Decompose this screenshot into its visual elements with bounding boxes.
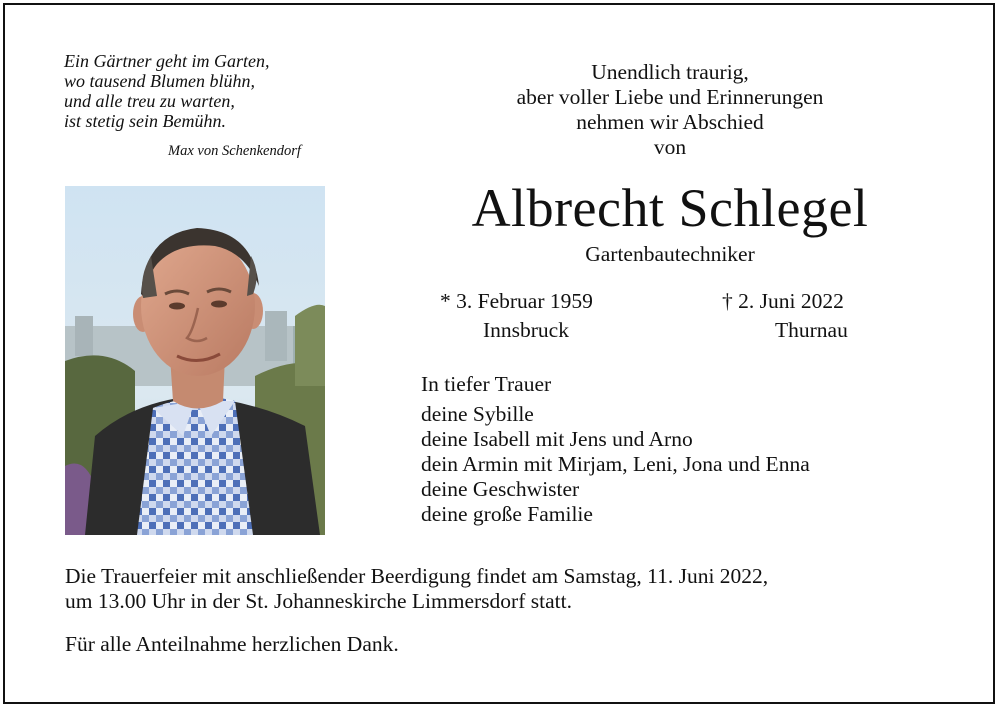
mourner-list — [421, 402, 810, 527]
mourner-entry: deine Isabell mit Jens und Arno — [421, 427, 693, 451]
mourner-entry: deine Sybille — [421, 402, 534, 426]
notice-line: Die Trauerfeier mit anschließender Beerdigung findet am Samstag, 11. Juni 2022, — [65, 564, 769, 588]
deceased-profession: Gartenbautechniker — [585, 242, 755, 266]
poem — [64, 51, 269, 131]
thanks-line: Für alle Anteilnahme herzlichen Dank. — [65, 632, 399, 656]
portrait-photo — [65, 186, 325, 535]
intro-line: nehmen wir Abschied — [576, 110, 764, 134]
notice-line: um 13.00 Uhr in der St. Johanneskirche Limmersdorf statt. — [65, 589, 572, 613]
death-place: Thurnau — [775, 318, 848, 342]
mourner-entry: dein Armin mit Mirjam, Leni, Jona und Enna — [421, 452, 810, 476]
intro-line: von — [653, 135, 687, 159]
poem-line: wo tausend Blumen blühn, — [64, 71, 255, 91]
mourner-entry: deine Geschwister — [421, 477, 580, 501]
poem-line: Ein Gärtner geht im Garten, — [64, 51, 270, 71]
birth-place: Innsbruck — [483, 318, 569, 342]
funeral-notice — [65, 564, 768, 614]
intro-line: Unendlich traurig, — [591, 60, 749, 84]
poem-line: ist stetig sein Bemühn. — [64, 111, 226, 131]
deceased-name: Albrecht Schlegel — [471, 178, 869, 238]
intro-text — [460, 60, 880, 160]
poem-author: Max von Schenkendorf — [168, 143, 301, 159]
mourning-heading: In tiefer Trauer — [421, 372, 552, 396]
birth-date: * 3. Februar 1959 — [440, 289, 593, 313]
poem-line: und alle treu zu warten, — [64, 91, 235, 111]
mourner-entry: deine große Familie — [421, 502, 593, 526]
intro-line: aber voller Liebe und Erinnerungen — [516, 85, 824, 109]
death-date: † 2. Juni 2022 — [722, 289, 844, 313]
